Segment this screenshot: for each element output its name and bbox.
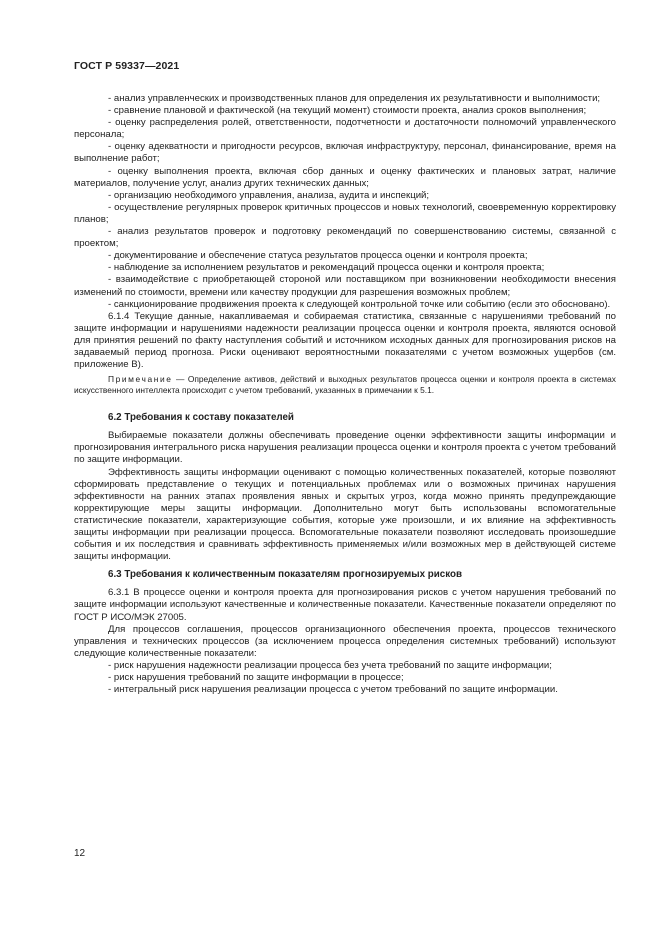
paragraph: Эффективность защиты информации оценивают с помощью количественных показателей, которые позволяют сформировать представление о текущих и потенциальных проблемах или о возможных причинах нарушения эффективности на ранних этапах проявления явных и скрытых угроз, когда можно принять предупреждающие корректирующие меры защиты информации. Дополнительно могут быть использованы вспомогательные статистические показатели, характеризующие события, которые уже произошли, и их влияние на эффективность защиты информации при реализации процесса. Вспомогательные показатели позволяют исследовать произошедшие события и их последствия и сравнивать эффективность применяемых и/или возможных мер в действующей системе защиты информации.: [74, 466, 616, 563]
list-item: - анализ результатов проверок и подготовку рекомендаций по совершенствованию системы, связанной с проектом;: [74, 226, 616, 250]
list-item: - оценку выполнения проекта, включая сбор данных и оценку фактических и плановых затрат, наличие материалов, получение услуг, анализ других технических данных;: [74, 165, 616, 189]
page-number: 12: [74, 848, 86, 859]
list-item: - наблюдение за исполнением результатов и рекомендаций процесса оценки и контроля проекта;: [108, 262, 545, 274]
list-item: - оценку адекватности и пригодности ресурсов, включая инфраструктуру, персонал, финансирование, время на выполнение работ;: [74, 141, 616, 165]
section-heading-6-3: 6.3 Требования к количественным показателям прогнозируемых рисков: [108, 569, 463, 581]
note-label: Примечание: [108, 374, 173, 385]
paragraph: 6.3.1 В процессе оценки и контроля проекта для прогнозирования рисков с учетом нарушения требований по защите информации используют качественные и количественные показатели. Качественные показатели определяют по ГОСТ Р ИСО/МЭК 27005.: [74, 587, 616, 623]
list-item: - анализ управленческих и производственных планов для определения их результативности и выполнимости;: [108, 93, 601, 104]
paragraph: Для процессов соглашения, процессов организационного обеспечения проекта, процессов технического управления и технических процессов (за исключением процесса определения системных требований) используют следующие количественные показатели:: [74, 623, 616, 659]
note-paragraph: [74, 374, 616, 396]
list-item: - интегральный риск нарушения реализации процесса с учетом требований по защите информации.: [108, 684, 558, 696]
paragraph: Выбираемые показатели должны обеспечивать проведение оценки эффективности защиты информации и прогнозирования интегрального риска нарушения реализации процесса оценки и контроля проекта с учетом требований по защите информации.: [74, 430, 616, 466]
clause-6-1-4: 6.1.4 Текущие данные, накапливаемая и собираемая статистика, связанные с нарушениями требований по защите информации и нарушениями надежности реализации процесса оценки и контроля проекта, являются основой для принятия решений по факту наступления событий и источником исходных данных для прогнозирования рисков на задаваемый период прогноза. Риски оценивают вероятностными показателями с учетом возможных ущербов (см. приложение В).: [74, 310, 616, 371]
list-item: - взаимодействие с приобретающей стороной или поставщиком при возникновении необходимости внесения изменений по стоимости, времени или качеству продукции для разрешения возможных проблем;: [74, 274, 616, 298]
list-item: - сравнение плановой и фактической (на текущий момент) стоимости проекта, анализ сроков выполнения;: [108, 105, 587, 117]
document-header: ГОСТ Р 59337—2021: [74, 60, 180, 72]
list-item: - оценку распределения ролей, ответственности, подотчетности и достаточности полномочий управленческого персонала;: [74, 117, 616, 141]
note-text: — Определение активов, действий и выходных результатов процесса оценки и контроля проекта в системах искусственного интеллекта происходит с учетом требований, указанных в примечании к 5.1.: [74, 374, 616, 396]
list-item: - риск нарушения требований по защите информации в процессе;: [108, 672, 404, 684]
list-item: - документирование и обеспечение статуса результатов процесса оценки и контроля проекта;: [108, 250, 528, 262]
list-item: - санкционирование продвижения проекта к следующей контрольной точке или событию (если это обосновано).: [108, 298, 611, 310]
list-item: - риск нарушения надежности реализации процесса без учета требований по защите информации;: [108, 659, 552, 671]
list-item: - организацию необходимого управления, анализа, аудита и инспекций;: [108, 189, 430, 201]
list-item: - осуществление регулярных проверок критичных процессов и новых технологий, своевременную корректировку планов;: [74, 201, 616, 225]
document-body: [74, 93, 616, 696]
section-heading-6-2: 6.2 Требования к составу показателей: [108, 412, 294, 424]
